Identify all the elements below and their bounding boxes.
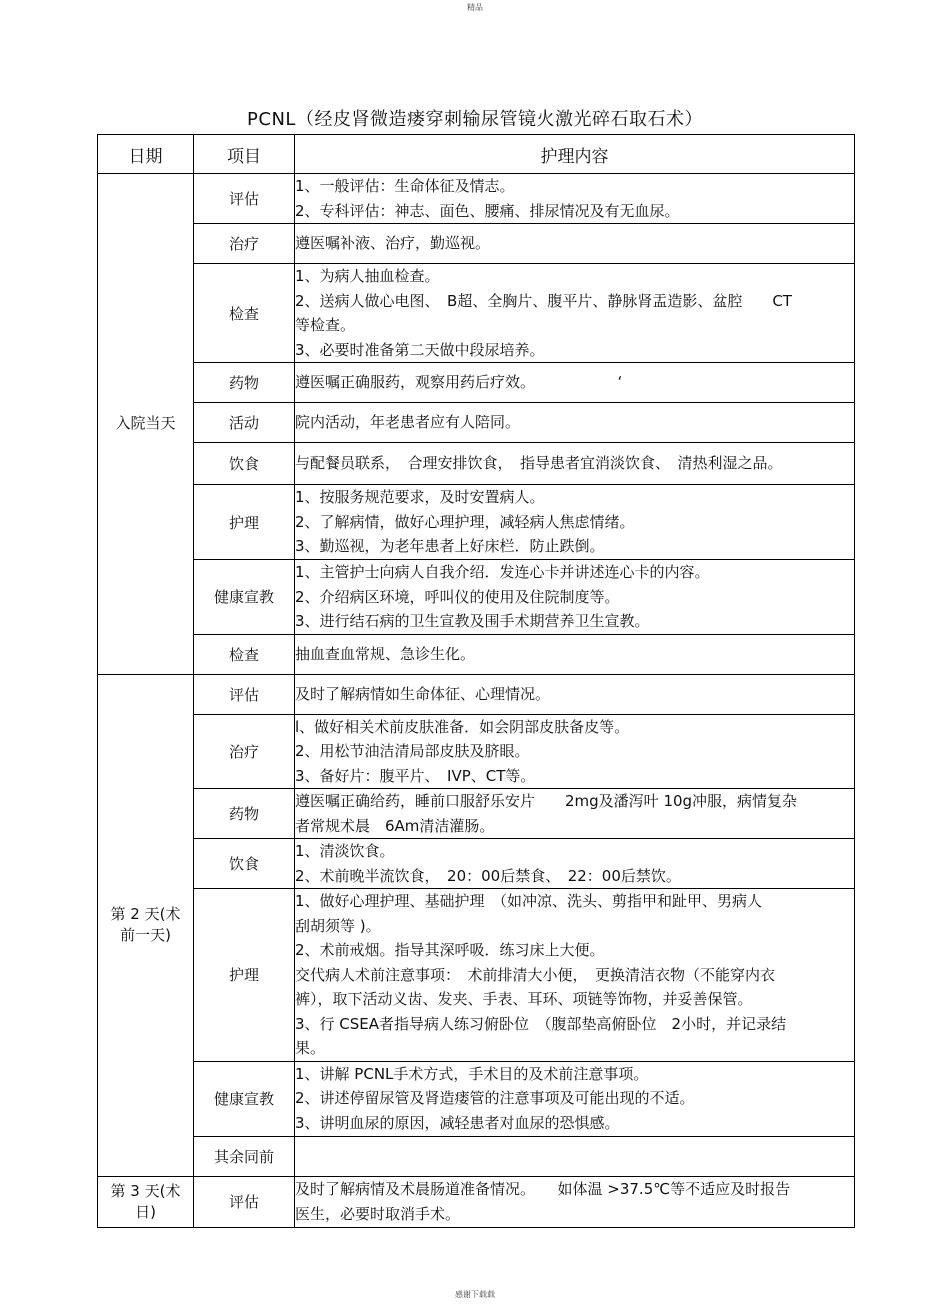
- content-line: 刮胡须等 )。: [295, 916, 381, 935]
- content-line: 1、为病人抽血检查。: [295, 267, 440, 285]
- table-row: [98, 714, 855, 789]
- content-line: 3、进行结石病的卫生宣教及围手术期营养卫生宣教。: [295, 612, 650, 630]
- date-cell: [98, 674, 194, 1176]
- table-row: [98, 839, 855, 889]
- content-line: 果。: [295, 1039, 326, 1057]
- item-cell: 健康宣教: [194, 1061, 295, 1136]
- nursing-pathway-table: [97, 134, 855, 1228]
- content-line: 遵医嘱正确给药，睡前口服舒乐安片 2mg及潘泻叶 10g冲服，病情复杂: [295, 792, 798, 810]
- content-line: 2、讲述停留尿管及肾造瘘管的注意事项及可能出现的不适。: [295, 1089, 695, 1108]
- content-line: 3、勤巡视，为老年患者上好床栏．防止跌倒。: [295, 537, 605, 556]
- content-line: 2、了解病情，做好心理护理，减轻病人焦虑情绪。: [295, 512, 635, 531]
- content-cell: [295, 363, 855, 403]
- item-cell: 检查: [194, 264, 295, 363]
- content-cell: [295, 403, 855, 443]
- date-cell: [98, 1176, 194, 1227]
- content-line: 2、专科评估：神志、面色、腰痛、排尿情况及有无血尿。: [295, 201, 680, 220]
- content-cell: [295, 443, 855, 485]
- item-cell: 护理: [194, 889, 295, 1062]
- item-cell: 治疗: [194, 224, 295, 264]
- table-row: [98, 1061, 855, 1136]
- table-row: [98, 485, 855, 560]
- item-cell: 评估: [194, 1176, 295, 1227]
- content-cell: [295, 1061, 855, 1136]
- content-line: 3、行 CSEA者指导病人练习俯卧位 （腹部垫高俯卧位 2小时，并记录结: [295, 1014, 787, 1033]
- table-row: [98, 443, 855, 485]
- content-line: 2、送病人做心电图、 B超、全胸片、腹平片、静脉肾盂造影、盆腔 CT: [295, 291, 792, 310]
- content-line: 1、主管护士向病人自我介绍．发连心卡并讲述连心卡的内容。: [295, 563, 710, 581]
- content-cell: [295, 485, 855, 560]
- date-label: 入院当天: [115, 414, 176, 433]
- table-row: [98, 889, 855, 1062]
- table-body: [98, 174, 855, 1228]
- table-row: [98, 674, 855, 714]
- date-label: 第 3 天(术日): [110, 1181, 181, 1221]
- table-row: [98, 264, 855, 363]
- table-header-row: [98, 135, 855, 174]
- item-cell: 评估: [194, 174, 295, 224]
- table-row: [98, 789, 855, 839]
- table-row: [98, 174, 855, 224]
- footer-watermark: 感谢下载载: [455, 1290, 495, 1299]
- content-cell: [295, 634, 855, 674]
- content-line: 抽血查血常规、急诊生化。: [295, 644, 476, 663]
- item-cell: 健康宣教: [194, 560, 295, 635]
- item-cell: 其余同前: [194, 1136, 295, 1176]
- content-line: 3、讲明血尿的原因，减轻患者对血尿的恐惧感。: [295, 1113, 620, 1132]
- content-line: 1、讲解 PCNL手术方式，手术目的及术前注意事项。: [295, 1064, 649, 1083]
- content-cell: [295, 889, 855, 1062]
- content-cell: [295, 1136, 855, 1176]
- content-line: 3、必要时准备第二天做中段尿培养。: [295, 340, 545, 359]
- content-line: 与配餐员联系， 合理安排饮食， 指导患者宜消淡饮食、 清热利湿之品。: [295, 454, 783, 473]
- column-header-item: 项目: [194, 135, 295, 174]
- content-line: 及时了解病情如生命体征、心理情况。: [295, 684, 551, 703]
- item-cell: 饮食: [194, 443, 295, 485]
- content-line: l、做好相关术前皮肤准备．如会阴部皮肤备皮等。: [295, 717, 630, 736]
- item-cell: 活动: [194, 403, 295, 443]
- table-row: [98, 403, 855, 443]
- item-cell: 治疗: [194, 714, 295, 789]
- column-header-date: 日期: [98, 135, 194, 174]
- header-watermark: 精品: [467, 3, 483, 12]
- date-label: 第 2 天(术前一天): [110, 905, 181, 944]
- content-cell: [295, 224, 855, 264]
- content-line: 2、介绍病区环境，呼叫仪的使用及住院制度等。: [295, 587, 620, 606]
- content-cell: [295, 674, 855, 714]
- content-cell: [295, 714, 855, 789]
- content-line: 1、做好心理护理、基础护理 （如冲凉、洗头、剪指甲和趾甲、男病人: [295, 892, 763, 910]
- content-line: 2、术前戒烟。指导其深呼吸．练习床上大便。: [295, 941, 605, 959]
- item-cell: 药物: [194, 789, 295, 839]
- item-cell: 评估: [194, 674, 295, 714]
- content-line: 院内活动，年老患者应有人陪同。: [295, 413, 521, 432]
- content-cell: [295, 560, 855, 635]
- content-line: 3、备好片：腹平片、 IVP、CT等。: [295, 766, 536, 785]
- item-cell: 饮食: [194, 839, 295, 889]
- document-title: PCNL（经皮肾微造瘘穿刺输尿管镜火激光碎石取石术）: [247, 109, 703, 130]
- content-line: 裤），取下活动义齿、发夹、手表、耳环、项链等饰物，并妥善保管。: [295, 990, 753, 1008]
- item-cell: 护理: [194, 485, 295, 560]
- content-line: 2、术前晚半流饮食， 20：00后禁食、 22：00后禁饮。: [295, 866, 681, 885]
- content-line: 1、一般评估：生命体征及情志。: [295, 177, 515, 195]
- content-line: 遵医嘱补液、治疗，勤巡视。: [295, 234, 491, 253]
- content-line: 遵医嘱正确服药，观察用药后疗效。 ‘: [295, 373, 623, 392]
- content-line: 交代病人术前注意事项： 术前排清大小便， 更换清洁衣物（不能穿内衣: [295, 965, 776, 984]
- content-cell: [295, 1176, 855, 1227]
- content-line: 1、清淡饮食。: [295, 842, 395, 860]
- content-line: 等检查。: [295, 316, 356, 334]
- content-line: 医生，必要时取消手术。: [295, 1204, 461, 1223]
- item-cell: 检查: [194, 634, 295, 674]
- column-header-content: 护理内容: [295, 135, 855, 174]
- table-row: [98, 1136, 855, 1176]
- content-line: 及时了解病情及术晨肠道准备情况。 如体温 >37.5℃等不适应及时报告: [295, 1180, 791, 1198]
- table-row: [98, 363, 855, 403]
- content-cell: [295, 264, 855, 363]
- content-line: 2、用松节油洁清局部皮肤及脐眼。: [295, 742, 530, 760]
- table-row: [98, 634, 855, 674]
- content-cell: [295, 174, 855, 224]
- content-line: 1、按服务规范要求，及时安置病人。: [295, 488, 545, 507]
- table-row: [98, 560, 855, 635]
- table-row: [98, 1176, 855, 1227]
- table-row: [98, 224, 855, 264]
- content-cell: [295, 839, 855, 889]
- date-cell: [98, 174, 194, 675]
- content-cell: [295, 789, 855, 839]
- item-cell: 药物: [194, 363, 295, 403]
- content-line: 者常规术晨 6Am清洁灌肠。: [295, 816, 495, 835]
